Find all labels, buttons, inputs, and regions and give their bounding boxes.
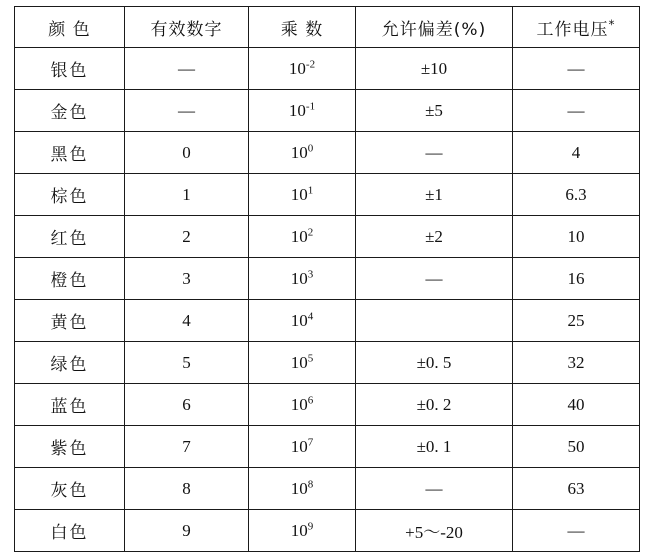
cell-color: 银色 bbox=[15, 48, 125, 90]
column-header-multiplier: 乘 数 bbox=[249, 7, 356, 48]
multiplier-base: 10 bbox=[290, 436, 308, 456]
table-row bbox=[15, 258, 640, 300]
multiplier-base: 10 bbox=[290, 226, 308, 246]
cell-multiplier bbox=[249, 258, 356, 300]
multiplier-exponent: -1 bbox=[305, 99, 316, 112]
multiplier-exponent: 1 bbox=[307, 183, 314, 196]
cell-multiplier bbox=[249, 510, 356, 552]
multiplier-exponent: 7 bbox=[307, 435, 314, 448]
cell-working-voltage: 32 bbox=[513, 342, 640, 384]
cell-working-voltage: 16 bbox=[513, 258, 640, 300]
multiplier-exponent: 6 bbox=[307, 393, 314, 406]
cell-working-voltage: 50 bbox=[513, 426, 640, 468]
cell-color: 白色 bbox=[15, 510, 125, 552]
multiplier-exponent: 3 bbox=[307, 267, 314, 280]
cell-tolerance: ±1 bbox=[356, 174, 513, 216]
cell-significant-digit: — bbox=[125, 90, 249, 132]
multiplier-exponent: 4 bbox=[307, 309, 314, 322]
cell-multiplier bbox=[249, 426, 356, 468]
color-code-table bbox=[14, 6, 640, 552]
cell-working-voltage: 63 bbox=[513, 468, 640, 510]
cell-color: 金色 bbox=[15, 90, 125, 132]
cell-tolerance: ±2 bbox=[356, 216, 513, 258]
cell-working-voltage: 40 bbox=[513, 384, 640, 426]
multiplier-base: 10 bbox=[290, 520, 308, 540]
cell-multiplier bbox=[249, 174, 356, 216]
column-header-color: 颜 色 bbox=[15, 7, 125, 48]
table-row bbox=[15, 300, 640, 342]
table-row bbox=[15, 132, 640, 174]
multiplier-base: 10 bbox=[290, 394, 308, 414]
cell-tolerance: ±5 bbox=[356, 90, 513, 132]
cell-tolerance: ±0. 1 bbox=[356, 426, 513, 468]
multiplier-base: 10 bbox=[290, 478, 308, 498]
cell-working-voltage: — bbox=[513, 48, 640, 90]
cell-significant-digit: 0 bbox=[125, 132, 249, 174]
cell-significant-digit: 4 bbox=[125, 300, 249, 342]
cell-significant-digit: — bbox=[125, 48, 249, 90]
cell-multiplier bbox=[249, 384, 356, 426]
cell-significant-digit: 9 bbox=[125, 510, 249, 552]
cell-significant-digit: 1 bbox=[125, 174, 249, 216]
multiplier-base: 10 bbox=[290, 352, 308, 372]
table-row bbox=[15, 510, 640, 552]
cell-tolerance: — bbox=[356, 258, 513, 300]
table-row bbox=[15, 174, 640, 216]
cell-color: 黄色 bbox=[15, 300, 125, 342]
cell-tolerance: ±0. 5 bbox=[356, 342, 513, 384]
multiplier-exponent: -2 bbox=[305, 57, 316, 70]
cell-working-voltage: 4 bbox=[513, 132, 640, 174]
footnote-marker: * bbox=[608, 16, 616, 31]
table-body bbox=[15, 48, 640, 552]
multiplier-exponent: 8 bbox=[307, 477, 314, 490]
cell-tolerance: ±0. 2 bbox=[356, 384, 513, 426]
multiplier-base: 10 bbox=[288, 100, 306, 120]
cell-working-voltage: 6.3 bbox=[513, 174, 640, 216]
cell-tolerance bbox=[356, 300, 513, 342]
table-row bbox=[15, 468, 640, 510]
cell-multiplier bbox=[249, 90, 356, 132]
multiplier-base: 10 bbox=[290, 310, 308, 330]
cell-working-voltage: 10 bbox=[513, 216, 640, 258]
table-header-row bbox=[15, 7, 640, 48]
cell-tolerance: ±10 bbox=[356, 48, 513, 90]
multiplier-base: 10 bbox=[288, 58, 306, 78]
cell-multiplier bbox=[249, 132, 356, 174]
cell-color: 黑色 bbox=[15, 132, 125, 174]
multiplier-base: 10 bbox=[290, 184, 308, 204]
multiplier-exponent: 0 bbox=[307, 141, 314, 154]
cell-multiplier bbox=[249, 468, 356, 510]
multiplier-exponent: 9 bbox=[307, 519, 314, 532]
cell-multiplier bbox=[249, 300, 356, 342]
cell-working-voltage: — bbox=[513, 90, 640, 132]
table-row bbox=[15, 48, 640, 90]
cell-significant-digit: 7 bbox=[125, 426, 249, 468]
cell-color: 灰色 bbox=[15, 468, 125, 510]
column-header-working-voltage-text: 工作电压 bbox=[536, 19, 609, 40]
cell-significant-digit: 5 bbox=[125, 342, 249, 384]
table-row bbox=[15, 90, 640, 132]
cell-working-voltage: — bbox=[513, 510, 640, 552]
cell-color: 紫色 bbox=[15, 426, 125, 468]
cell-working-voltage: 25 bbox=[513, 300, 640, 342]
cell-multiplier bbox=[249, 48, 356, 90]
cell-color: 红色 bbox=[15, 216, 125, 258]
cell-color: 蓝色 bbox=[15, 384, 125, 426]
multiplier-exponent: 2 bbox=[307, 225, 314, 238]
multiplier-base: 10 bbox=[290, 142, 308, 162]
cell-significant-digit: 3 bbox=[125, 258, 249, 300]
multiplier-base: 10 bbox=[290, 268, 308, 288]
table-row bbox=[15, 342, 640, 384]
multiplier-exponent: 5 bbox=[307, 351, 314, 364]
cell-significant-digit: 2 bbox=[125, 216, 249, 258]
column-header-significant-digit: 有效数字 bbox=[125, 7, 249, 48]
cell-multiplier bbox=[249, 342, 356, 384]
cell-significant-digit: 6 bbox=[125, 384, 249, 426]
cell-tolerance: +5～-20 bbox=[356, 510, 513, 552]
cell-color: 绿色 bbox=[15, 342, 125, 384]
cell-color: 橙色 bbox=[15, 258, 125, 300]
table-row bbox=[15, 426, 640, 468]
cell-multiplier bbox=[249, 216, 356, 258]
document-page bbox=[0, 6, 663, 554]
table-row bbox=[15, 216, 640, 258]
cell-tolerance: — bbox=[356, 132, 513, 174]
table-row bbox=[15, 384, 640, 426]
column-header-working-voltage bbox=[513, 7, 640, 48]
column-header-tolerance: 允许偏差(%) bbox=[356, 7, 513, 48]
table-header bbox=[15, 7, 640, 48]
cell-significant-digit: 8 bbox=[125, 468, 249, 510]
cell-tolerance: — bbox=[356, 468, 513, 510]
cell-color: 棕色 bbox=[15, 174, 125, 216]
